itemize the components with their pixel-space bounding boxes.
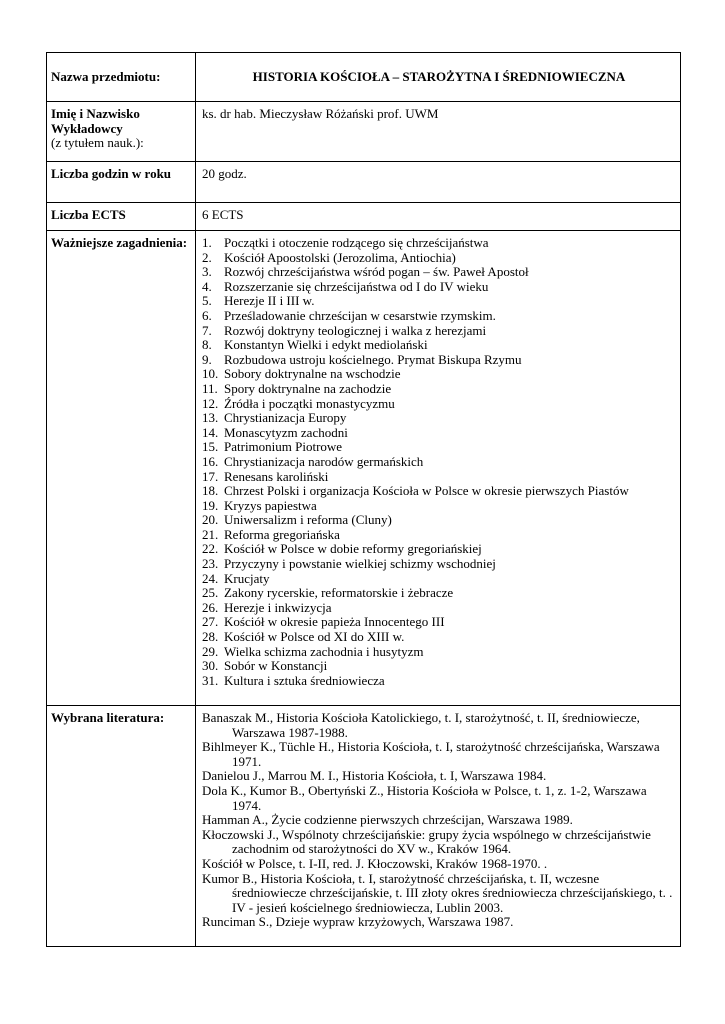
topic-text: Herezje II i III w. [224, 293, 315, 309]
topic-number: 27. [202, 614, 219, 630]
topic-text: Kościół w Polsce od XI do XIII w. [224, 629, 405, 645]
topic-text: Kościół w Polsce w dobie reformy gregoriańskiej [224, 541, 482, 557]
topic-number: 7. [202, 322, 212, 338]
topic-number: 25. [202, 585, 219, 601]
topic-item [202, 397, 676, 412]
topic-number: 12. [202, 395, 219, 411]
topic-item [202, 499, 676, 514]
topic-item [202, 382, 676, 397]
topic-text: Renesans karoliński [224, 468, 329, 484]
topic-item [202, 265, 676, 280]
topic-number: 15. [202, 439, 219, 455]
topic-text: Uniwersalizm i reforma (Cluny) [224, 512, 392, 528]
topics-list [202, 236, 676, 688]
ects-row [47, 203, 681, 231]
topic-text: Sobór w Konstancji [224, 658, 328, 674]
topic-number: 20. [202, 512, 219, 528]
literature-entry: Kłoczowski J., Wspólnoty chrześcijańskie: grupy życia wspólnego w chrześcijaństwie zachodnim od starożytności do XV w., Kraków 1964. [202, 826, 651, 857]
topic-text: Wielka schizma zachodnia i husytyzm [224, 643, 424, 659]
topic-item [202, 557, 676, 572]
topic-item [202, 645, 676, 660]
topic-item [202, 484, 676, 499]
topic-text: Chrzest Polski i organizacja Kościoła w Polsce w okresie pierwszych Piastów [224, 483, 629, 499]
topic-text: Krucjaty [224, 570, 270, 586]
topic-text: Konstantyn Wielki i edykt mediolański [224, 337, 428, 353]
topic-item [202, 236, 676, 251]
topic-item [202, 601, 676, 616]
topic-number: 19. [202, 497, 219, 513]
topic-text: Chrystianizacja Europy [224, 410, 347, 426]
topic-number: 1. [202, 235, 212, 250]
topic-text: Reforma gregoriańska [224, 526, 340, 542]
course-name-value: HISTORIA KOŚCIOŁA – STAROŻYTNA I ŚREDNIOWIECZNA [196, 53, 681, 102]
topics-cell [196, 231, 681, 706]
topic-text: Rozszerzanie się chrześcijaństwa od I do IV wieku [224, 278, 489, 294]
topic-item [202, 528, 676, 543]
ects-value: 6 ECTS [196, 203, 681, 231]
topic-number: 22. [202, 541, 219, 557]
topic-number: 16. [202, 453, 219, 469]
literature-cell [196, 706, 681, 947]
literature-entry: Banaszak M., Historia Kościoła Katolickiego, t. I, starożytność, t. II, średniowiecze, Warszawa 1987-1988. [202, 710, 640, 740]
topic-number: 5. [202, 293, 212, 309]
topic-number: 3. [202, 264, 212, 280]
lecturer-label-note: (z tytułem nauk.): [51, 135, 144, 151]
topic-item [202, 280, 676, 295]
topic-text: Źródła i początki monastycyzmu [224, 395, 395, 411]
literature-entry: Dola K., Kumor B., Obertyński Z., Historia Kościoła w Polsce, t. 1, z. 1-2, Warszawa 1974. [202, 782, 647, 813]
topic-item [202, 455, 676, 470]
literature-entry: Kumor B., Historia Kościoła, t. I, starożytność chrześcijańska, t. II, wczesne średniowiecze chrześcijańskie, t. III złoty okres średniowiecza chrześcijańskiego, t. . IV - jesień kościelnego średniowiecza, Lublin 2003. [202, 870, 673, 915]
topic-text: Rozwój chrześcijaństwa wśród pogan – św. Paweł Apostoł [224, 264, 529, 280]
topic-number: 11. [202, 380, 218, 396]
topic-item [202, 615, 676, 630]
topic-item [202, 674, 676, 689]
topic-number: 8. [202, 337, 212, 353]
topic-number: 26. [202, 599, 219, 615]
topic-item [202, 411, 676, 426]
topic-text: Sobory doktrynalne na wschodzie [224, 366, 401, 382]
topic-number: 2. [202, 249, 212, 265]
topic-item [202, 426, 676, 441]
topic-text: Zakony rycerskie, reformatorskie i żebracze [224, 585, 454, 601]
topic-item [202, 294, 676, 309]
topic-number: 31. [202, 672, 219, 688]
hours-row [47, 162, 681, 203]
topic-number: 17. [202, 468, 219, 484]
literature-entry: Kościół w Polsce, t. I-II, red. J. Kłoczowski, Kraków 1968-1970. . [202, 855, 548, 871]
topic-text: Herezje i inkwizycja [224, 599, 332, 615]
syllabus-page [46, 52, 681, 947]
topic-text: Przyczyny i powstanie wielkiej schizmy wschodniej [224, 556, 496, 572]
topic-item [202, 367, 676, 382]
topic-text: Kryzys papiestwa [224, 497, 317, 513]
topic-number: 29. [202, 643, 219, 659]
topic-item [202, 353, 676, 368]
topic-text: Prześladowanie chrześcijan w cesarstwie rzymskim. [224, 307, 496, 323]
topic-number: 14. [202, 424, 219, 440]
topic-number: 10. [202, 366, 219, 382]
topic-text: Kultura i sztuka średniowiecza [224, 672, 385, 688]
topic-item [202, 630, 676, 645]
topics-label: Ważniejsze zagadnienia: [47, 231, 196, 706]
topic-text: Rozbudowa ustroju kościelnego. Prymat Biskupa Rzymu [224, 351, 522, 367]
literature-entry: Hamman A., Życie codzienne pierwszych chrześcijan, Warszawa 1989. [202, 812, 573, 828]
topic-item [202, 542, 676, 557]
topic-number: 23. [202, 556, 219, 572]
topic-item [202, 572, 676, 587]
topic-number: 24. [202, 570, 219, 586]
lecturer-row [47, 102, 681, 162]
topic-text: Rozwój doktryny teologicznej i walka z herezjami [224, 322, 487, 338]
topic-number: 9. [202, 351, 212, 367]
literature-entry: Runciman S., Dzieje wypraw krzyżowych, Warszawa 1987. [202, 914, 514, 930]
lecturer-label [47, 102, 196, 162]
topic-text: Monascytyzm zachodni [224, 424, 348, 440]
course-name-row [47, 53, 681, 102]
topic-item [202, 659, 676, 674]
lecturer-value: ks. dr hab. Mieczysław Różański prof. UWM [196, 102, 681, 162]
hours-label: Liczba godzin w roku [47, 162, 196, 203]
topic-item [202, 309, 676, 324]
lecturer-label-main: Imię i Nazwisko Wykładowcy [51, 106, 140, 136]
literature-entry: Bihlmeyer K., Tüchle H., Historia Kościoła, t. I, starożytność chrześcijańska, Warszawa 1971. [202, 739, 660, 769]
topic-text: Spory doktrynalne na zachodzie [224, 380, 392, 396]
topic-text: Kościół Apoostolski (Jerozolima, Antiochia) [224, 249, 456, 265]
topic-number: 18. [202, 483, 219, 499]
literature-list [202, 711, 676, 930]
topic-item [202, 470, 676, 485]
topic-number: 28. [202, 629, 219, 645]
topic-number: 30. [202, 658, 219, 674]
course-name-label: Nazwa przedmiotu: [47, 53, 196, 102]
topic-text: Kościół w okresie papieża Innocentego III [224, 614, 445, 630]
hours-value: 20 godz. [196, 162, 681, 203]
topic-item [202, 586, 676, 601]
topic-item [202, 338, 676, 353]
topic-item [202, 513, 676, 528]
literature-row [47, 706, 681, 947]
topics-row [47, 231, 681, 706]
topic-item [202, 440, 676, 455]
topic-number: 21. [202, 526, 219, 542]
topic-item [202, 251, 676, 266]
literature-label: Wybrana literatura: [47, 706, 196, 947]
topic-text: Chrystianizacja narodów germańskich [224, 453, 424, 469]
topic-number: 13. [202, 410, 219, 426]
topic-item [202, 324, 676, 339]
syllabus-table [46, 52, 681, 947]
topic-number: 4. [202, 278, 212, 294]
ects-label: Liczba ECTS [47, 203, 196, 231]
topic-text: Początki i otoczenie rodzącego się chrześcijaństwa [224, 235, 489, 250]
topic-number: 6. [202, 307, 212, 323]
topic-text: Patrimonium Piotrowe [224, 439, 343, 455]
literature-entry: Danielou J., Marrou M. I., Historia Kościoła, t. I, Warszawa 1984. [202, 768, 547, 784]
